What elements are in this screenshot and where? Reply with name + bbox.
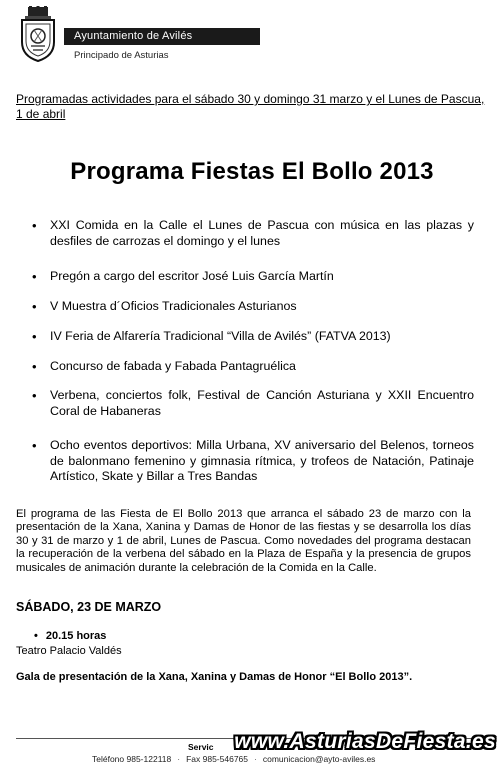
region-label: Principado de Asturias [74,50,169,61]
list-item: • Pregón a cargo del escritor José Luis García Martín [32,269,474,285]
footer-fax: Fax 985-546765 [186,754,249,764]
schedule-time: • 20.15 horas [34,630,106,642]
footer-phone: Teléfono 985-122118 [92,754,172,764]
headline: Programadas actividades para el sábado 30 y domingo 31 marzo y el Lunes de Pascua, 1 de abril [16,92,485,121]
schedule-day-heading: SÁBADO, 23 DE MARZO [16,600,162,614]
list-item: • Concurso de fabada y Fabada Pantagruélica [32,359,474,375]
page-title: Programa Fiestas El Bollo 2013 [70,158,434,185]
list-item: • Verbena, conciertos folk, Festival de Canción Asturiana y XXII Encuentro Coral de Habaneras [32,388,474,419]
org-name-banner: Ayuntamiento de Avilés [64,28,260,45]
list-item: • V Muestra d´Oficios Tradicionales Asturianos [32,299,474,315]
list-item: • XXI Comida en la Calle el Lunes de Pascua con música en las plazas y desfiles de carrozas el domingo y el lunes [32,218,474,249]
watermark: www.AsturiasDeFiesta.es [234,730,496,753]
body-paragraph: El programa de las Fiesta de El Bollo 2013 que arranca el sábado 23 de marzo con la presentación de la Xana, Xanina y Damas de Honor de las fiestas y se desarrolla los días 30 y 31 de marzo y 1 de abril, Lunes de Pascua. Como novedades del programa destacan la recuperación de la verbena del sábado en la Plaza de España y la presencia de grupos musicales de animación durante la celebración de la Comida en la Calle. [16,508,471,574]
schedule-venue: Teatro Palacio Valdés [16,645,122,657]
footer-label: Servic [188,742,214,752]
schedule-event: Gala de presentación de la Xana, Xanina y Damas de Honor “El Bollo 2013”. [16,671,413,683]
list-item: • IV Feria de Alfarería Tradicional “Villa de Avilés” (FATVA 2013) [32,329,474,345]
footer-email: comunicacion@ayto-aviles.es [262,754,376,764]
program-list [32,218,474,485]
separator-dot: · [177,754,181,764]
separator-dot: · [254,754,257,764]
footer-contact [92,754,375,764]
list-item: • Ocho eventos deportivos: Milla Urbana, XV aniversario del Belenos, torneos de balonmano femenino y gimnasia rítmica, y trofeos de Natación, Patinaje Artístico, Skate y Billar a Tres Bandas [32,438,474,485]
city-crest-icon [16,6,60,62]
